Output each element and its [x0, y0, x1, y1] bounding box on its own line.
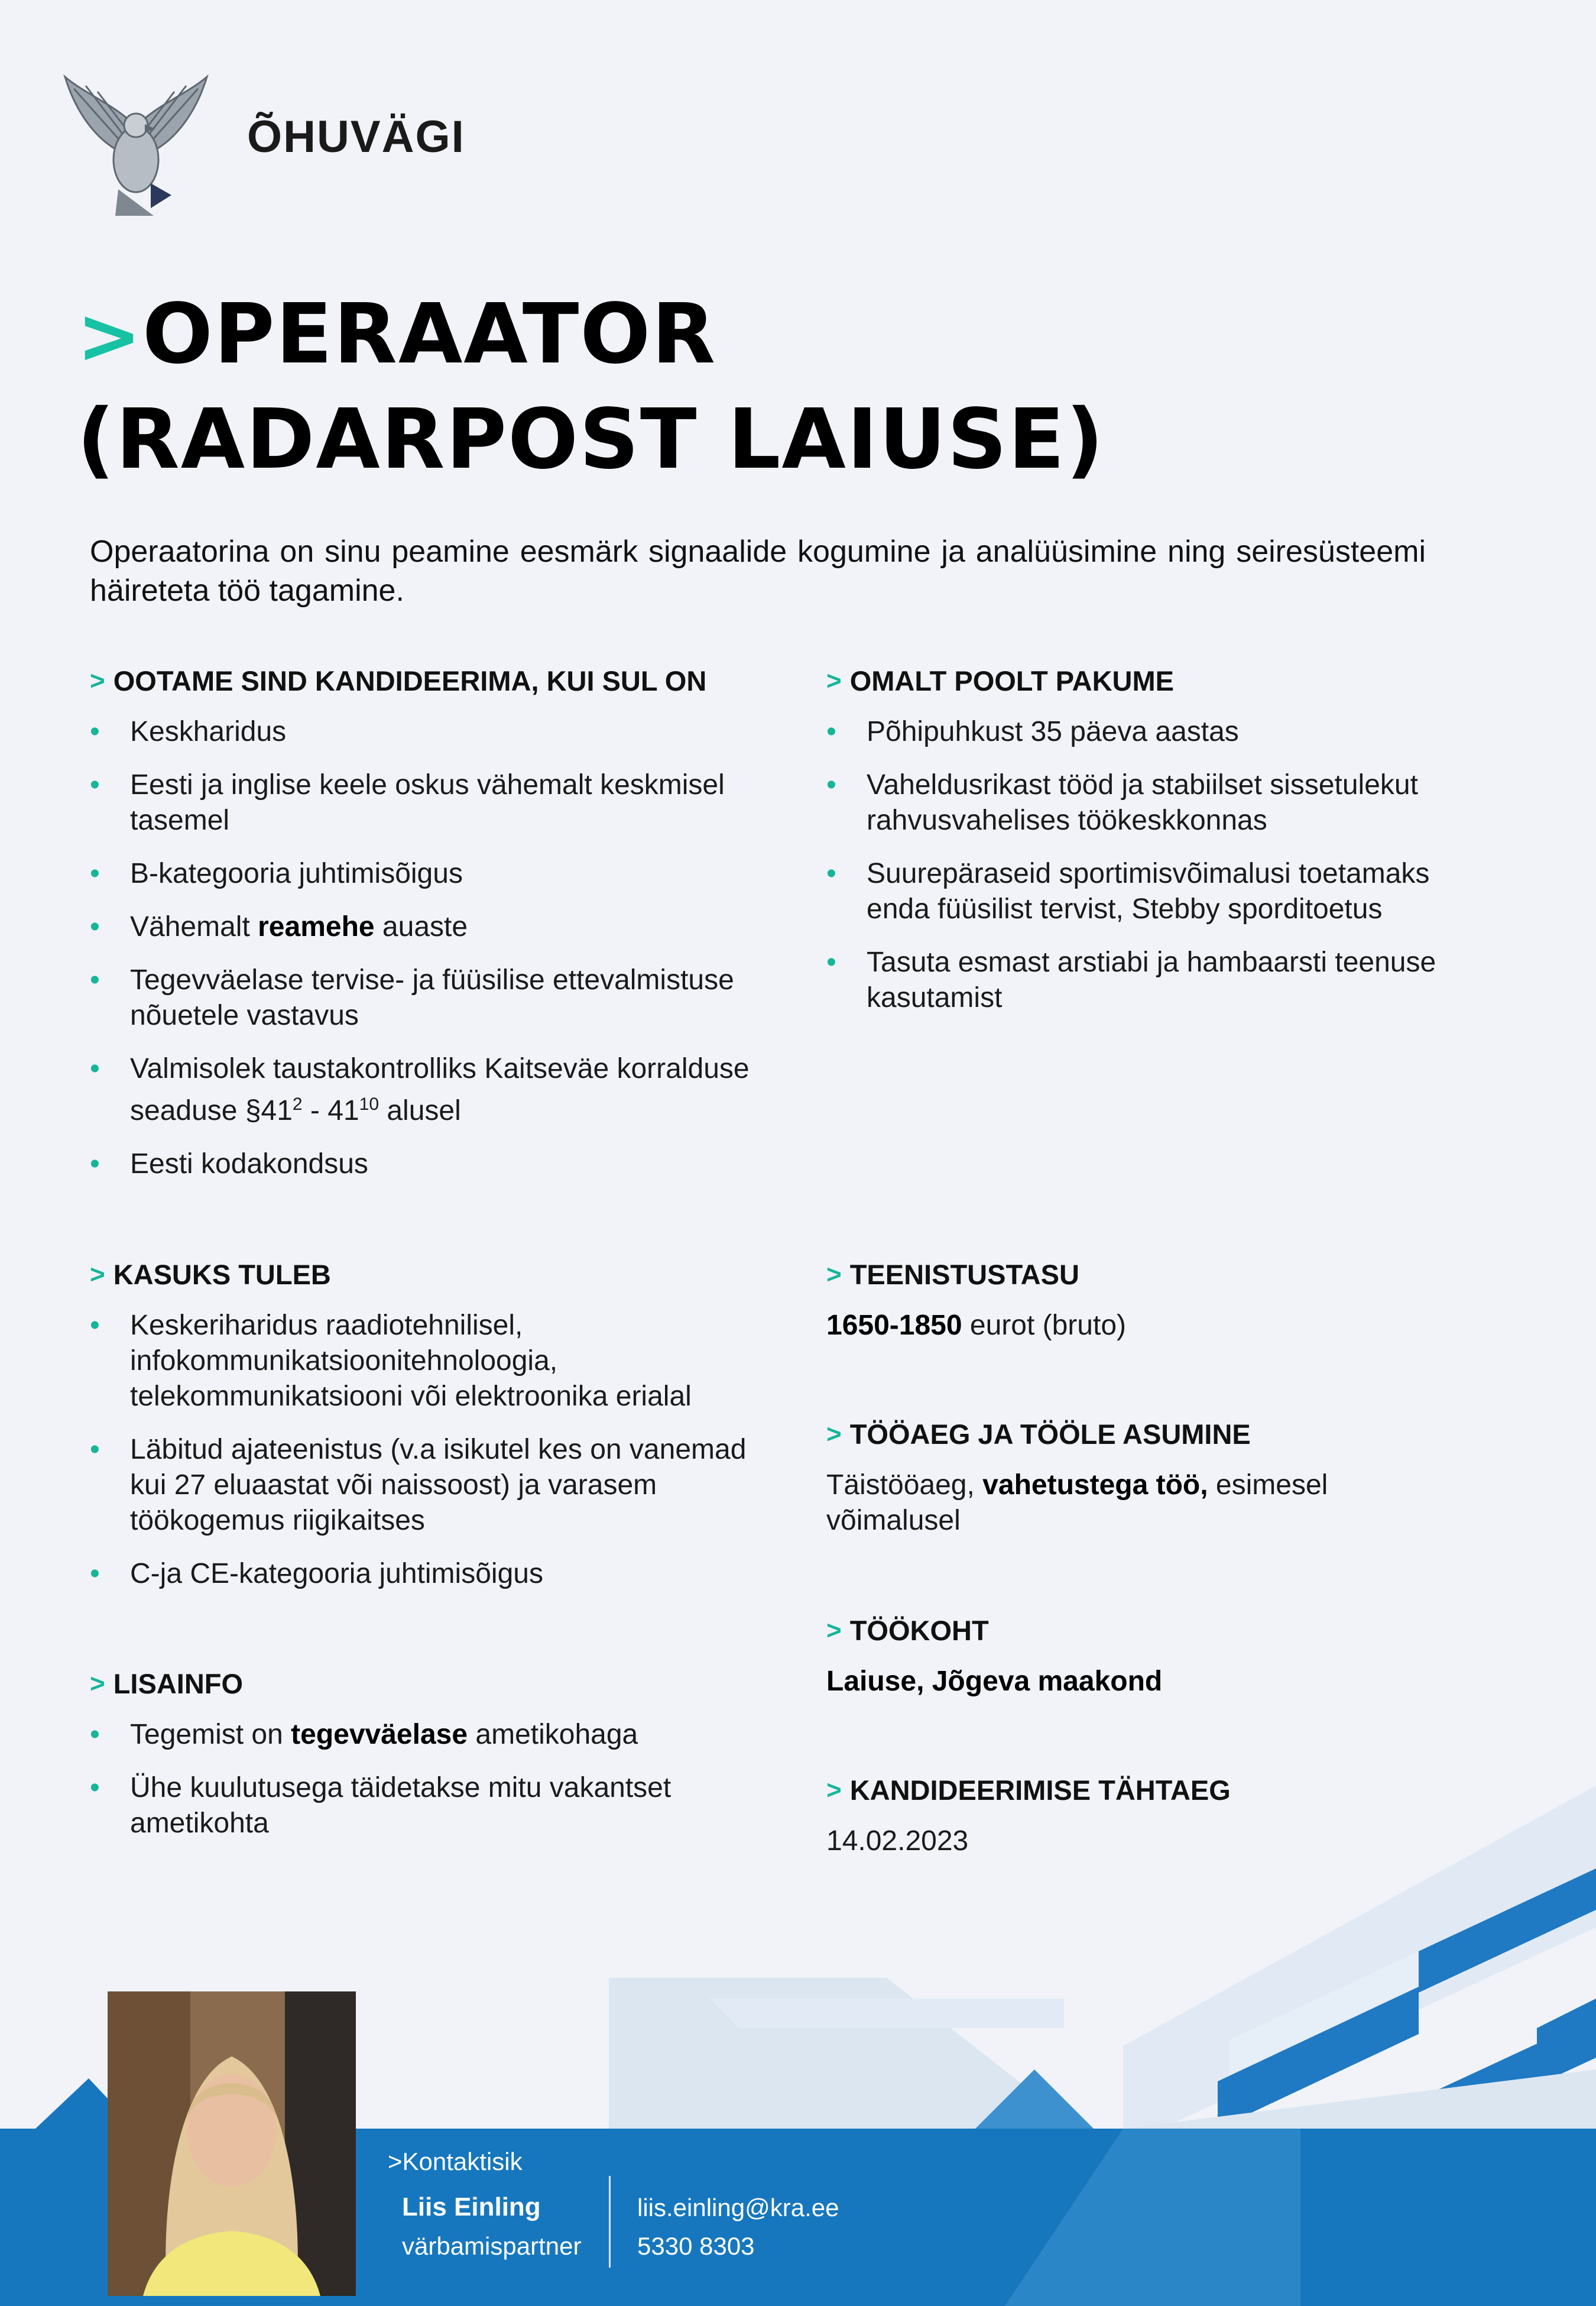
salary-heading: > TEENISTUSTASU: [826, 1259, 1079, 1290]
offer-heading: > OMALT POOLT PAKUME: [826, 665, 1174, 697]
advantage-section: [90, 1257, 787, 1609]
list-item: • Ühe kuulutusega täidetakse mitu vakantset ametikohta: [90, 1770, 787, 1841]
worktime-heading: > TÖÖAEG JA TÖÖLE ASUMINE: [826, 1418, 1251, 1450]
list-item: • Vaheldusrikast tööd ja stabiilset sissetulekut rahvusvahelises töökeskkonnas: [826, 767, 1453, 838]
title-line-1: OPERAATOR: [142, 286, 717, 383]
title-line-2: (RADARPOST LAIUSE): [77, 391, 1105, 488]
bullet-dot-icon: •: [826, 947, 836, 978]
page-title: [77, 283, 1377, 491]
worktime-section: [826, 1417, 1453, 1539]
intro-text: Operaatorina on sinu peamine eesmärk signaalide kogumine ja analüüsimine ning seiresüsteemi häireteta töö tagamine.: [90, 535, 1426, 608]
bullet-dot-icon: •: [90, 716, 100, 747]
list-item: • Vähemalt reamehe auaste: [90, 909, 787, 945]
location-section: [826, 1613, 1453, 1699]
list-item: • Keskharidus: [90, 714, 787, 750]
bullet-dot-icon: •: [826, 716, 836, 747]
list-item: • Keskeriharidus raadiotehnilisel, infokommunikatsioonitehnoloogia, telekommunikatsiooni või elektroonika erialal: [90, 1308, 787, 1414]
list-item: • Tegevväelase tervise- ja füüsilise ettevalmistuse nõuetele vastavus: [90, 963, 787, 1034]
contact-divider: [609, 2176, 611, 2268]
bullet-dot-icon: •: [826, 769, 836, 801]
extra-info-section: [90, 1666, 787, 1859]
eagle-emblem-icon: [62, 71, 210, 225]
list-item: • Eesti ja inglise keele oskus vähemalt keskmisel tasemel: [90, 767, 787, 838]
list-item: • Tasuta esmast arstiabi ja hambaarsti teenuse kasutamist: [826, 945, 1453, 1016]
list-item: • C-ja CE-kategooria juhtimisõigus: [90, 1556, 787, 1592]
bullet-dot-icon: •: [90, 1434, 100, 1465]
contact-email-link[interactable]: liis.einling@kra.ee: [637, 2194, 839, 2221]
bullet-dot-icon: •: [90, 911, 100, 943]
contact-photo: [108, 1991, 356, 2296]
location-heading: > TÖÖKOHT: [826, 1615, 989, 1646]
requirements-heading: > OOTAME SIND KANDIDEERIMA, KUI SUL ON: [90, 665, 707, 697]
requirements-section: [90, 663, 787, 1200]
list-item: • Valmisolek taustakontrolliks Kaitseväe korralduse seaduse $\S 41^2 - 41^{10}$ alusel: [90, 1051, 787, 1129]
deadline-heading: > KANDIDEERIMISE TÄHTAEG: [826, 1774, 1231, 1806]
bullet-dot-icon: •: [90, 1148, 100, 1180]
bullet-dot-icon: •: [826, 858, 836, 889]
offer-section: [826, 663, 1453, 1034]
extra-info-heading: > LISAINFO: [90, 1668, 244, 1699]
brand-name: ÕHUVÄGI: [247, 112, 465, 162]
list-item: • Põhipuhkust 35 päeva aastas: [826, 714, 1453, 750]
list-item: • Suurepäraseid sportimisvõimalusi toetamaks enda füüsilist tervist, Stebby sporditoetus: [826, 856, 1453, 927]
list-item: • Eesti kodakondsus: [90, 1146, 787, 1182]
salary-value: 1650-1850 eurot (bruto): [826, 1310, 1126, 1341]
advantage-heading: > KASUKS TULEB: [90, 1259, 331, 1290]
worktime-value: Täistööaeg, vahetustega töö, esimesel võimalusel: [826, 1469, 1328, 1536]
deadline-section: [826, 1773, 1453, 1859]
contact-label: >Kontaktisik: [388, 2148, 523, 2175]
list-item: • B-kategooria juhtimisõigus: [90, 856, 787, 892]
deadline-value: 14.02.2023: [826, 1825, 969, 1857]
salary-section: [826, 1257, 1453, 1343]
bullet-dot-icon: •: [90, 1558, 100, 1589]
list-item: • Läbitud ajateenistus (v.a isikutel kes on vanemad kui 27 eluaastat või naissoost) ja varasem töökogemus riigikaitses: [90, 1432, 787, 1539]
bullet-dot-icon: •: [90, 1310, 100, 1341]
bullet-dot-icon: •: [90, 858, 100, 889]
contact-phone-link[interactable]: 5330 8303: [637, 2232, 755, 2260]
bullet-dot-icon: •: [90, 1719, 100, 1750]
list-item: • Tegemist on tegevväelase ametikohaga: [90, 1717, 787, 1753]
bullet-dot-icon: •: [90, 964, 100, 996]
bullet-dot-icon: •: [90, 1053, 100, 1084]
contact-name: Liis Einling: [402, 2192, 541, 2221]
title-arrow: >: [77, 291, 142, 381]
bullet-dot-icon: •: [90, 769, 100, 801]
bullet-dot-icon: •: [90, 1772, 100, 1803]
location-value: Laiuse, Jõgeva maakond: [826, 1666, 1163, 1697]
contact-role: värbamispartner: [402, 2232, 582, 2260]
